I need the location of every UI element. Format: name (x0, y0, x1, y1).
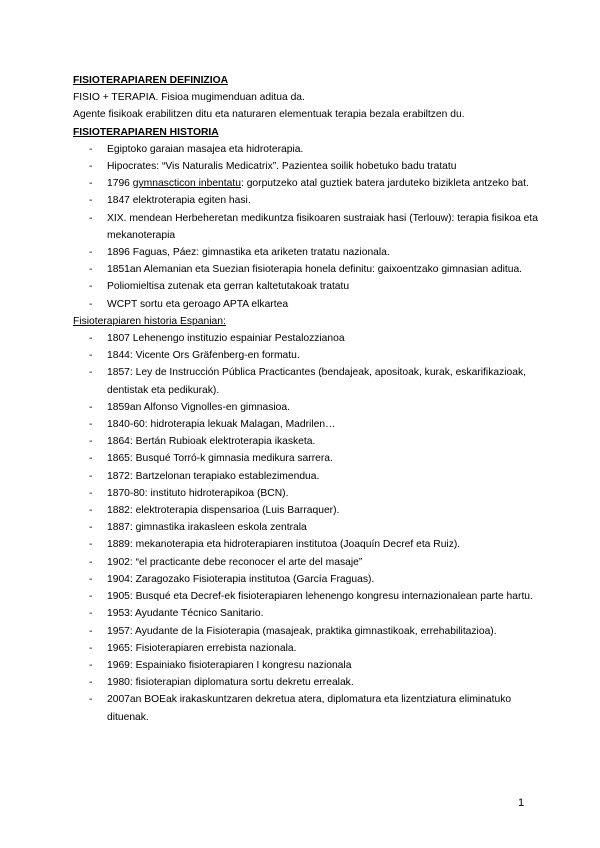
page-title: FISIOTERAPIAREN DEFINIZIOA (73, 75, 229, 86)
list-item: - 1969: Espainiako fisioterapiaren I kongresu nazionala (89, 659, 352, 671)
list-item: - XIX. mendean Herbeheretan medikuntza fisikoaren sustraiak hasi (Terlouw): terapia fisikoa eta mekanoterapia (89, 212, 538, 241)
list-item: - 1847 elektroterapia egiten hasi. (89, 195, 251, 207)
definition-line: Agente fisikoak erabilitzen ditu eta naturaren elementuak terapia bezala erabiltzen du. (73, 109, 465, 121)
list-item: - 2007an BOEak irakaskuntzaren dekretua atera, diplomatura eta lizentziatura eliminatuko dituenak. (89, 694, 512, 723)
list-item: - 1887: gimnastika irakasleen eskola zentrala (89, 522, 307, 534)
list-item: - 1857: Ley de Instrucción Pública Practicantes (bendajeak, apositoak, kurak, eskarifikazioak, dentistak eta pedikurak). (89, 367, 526, 396)
list-item: - 1902: “el practicante debe reconocer el arte del masaje” (89, 556, 363, 568)
list-item: - 1889: mekanoterapia eta hidroterapiaren institutoa (Joaquín Decref eta Ruiz). (89, 539, 461, 551)
list-item: - 1980: fisioterapian diplomatura sortu dekretu errealak. (89, 677, 354, 689)
list-item: - 1807 Lehenengo instituzio espainiar Pestalozzianoa (89, 333, 345, 345)
spain-list (73, 330, 543, 726)
list-item: - Egiptoko garaian masajea eta hidroterapia. (89, 143, 304, 155)
page-number: 1 (518, 797, 525, 809)
list-item: - 1840-60: hidroterapia lekuak Malagan, Madrilen… (89, 419, 336, 431)
list-item: - 1965: Fisioterapiaren errebista nazionala. (89, 642, 297, 654)
list-item: - 1882: elektroterapia dispensarioa (Luis Barraquer). (89, 505, 340, 517)
list-item: - 1896 Faguas, Páez: gimnastika eta ariketen tratatu nazionala. (89, 247, 390, 259)
list-item: - 1864: Bertán Rubioak elektroterapia ikasketa. (89, 436, 316, 448)
list-item: - 1796 gymnascticon inbentatu: gorputzeko atal guztiek batera jarduteko bizikleta antzeko bat. (89, 178, 529, 190)
history-heading: FISIOTERAPIAREN HISTORIA (73, 126, 219, 138)
list-item: - 1844: Vicente Ors Gräfenberg-en formatu. (89, 350, 300, 362)
list-item: - Poliomieltisa zutenak eta gerran kaltetutakoak tratatu (89, 281, 350, 293)
list-item: - 1859an Alfonso Vignolles-en gimnasioa. (89, 401, 290, 413)
history-list (73, 141, 543, 313)
list-item: - Hipocrates: “Vis Naturalis Medicatrix”. Pazientea soilik hobetuko badu tratatu (89, 161, 457, 173)
list-item: - WCPT sortu eta geroago APTA elkartea (89, 298, 289, 310)
document-page (73, 72, 543, 726)
list-item: - 1865: Busqué Torró-k gimnasia medikura sarrera. (89, 453, 333, 465)
spain-heading: Fisioterapiaren historia Espanian: (73, 315, 226, 327)
gymnasticon-link: gymnascticon inbentatu (132, 178, 241, 190)
list-item: - 1870-80: instituto hidroterapikoa (BCN). (89, 487, 289, 499)
list-item: - 1953: Ayudante Técnico Sanitario. (89, 608, 264, 620)
list-item: - 1872: Bartzelonan terapiako establezimendua. (89, 470, 320, 482)
list-item: - 1851an Alemanian eta Suezian fisioterapia honela definitu: gaixoentzako gimnasian aditua. (89, 264, 523, 276)
list-item: - 1904: Zaragozako Fisioterapia institutoa (García Fraguas). (89, 573, 375, 585)
list-item: - 1957: Ayudante de la Fisioterapia (masajeak, praktika gimnastikoak, errehabilitazioa). (89, 625, 497, 637)
list-item: - 1905: Busqué eta Decref-ek fisioterapiaren lehenengo kongresu internazionalean parte hartu. (89, 591, 533, 603)
definition-line: FISIO + TERAPIA. Fisioa mugimenduan aditua da. (73, 92, 305, 104)
